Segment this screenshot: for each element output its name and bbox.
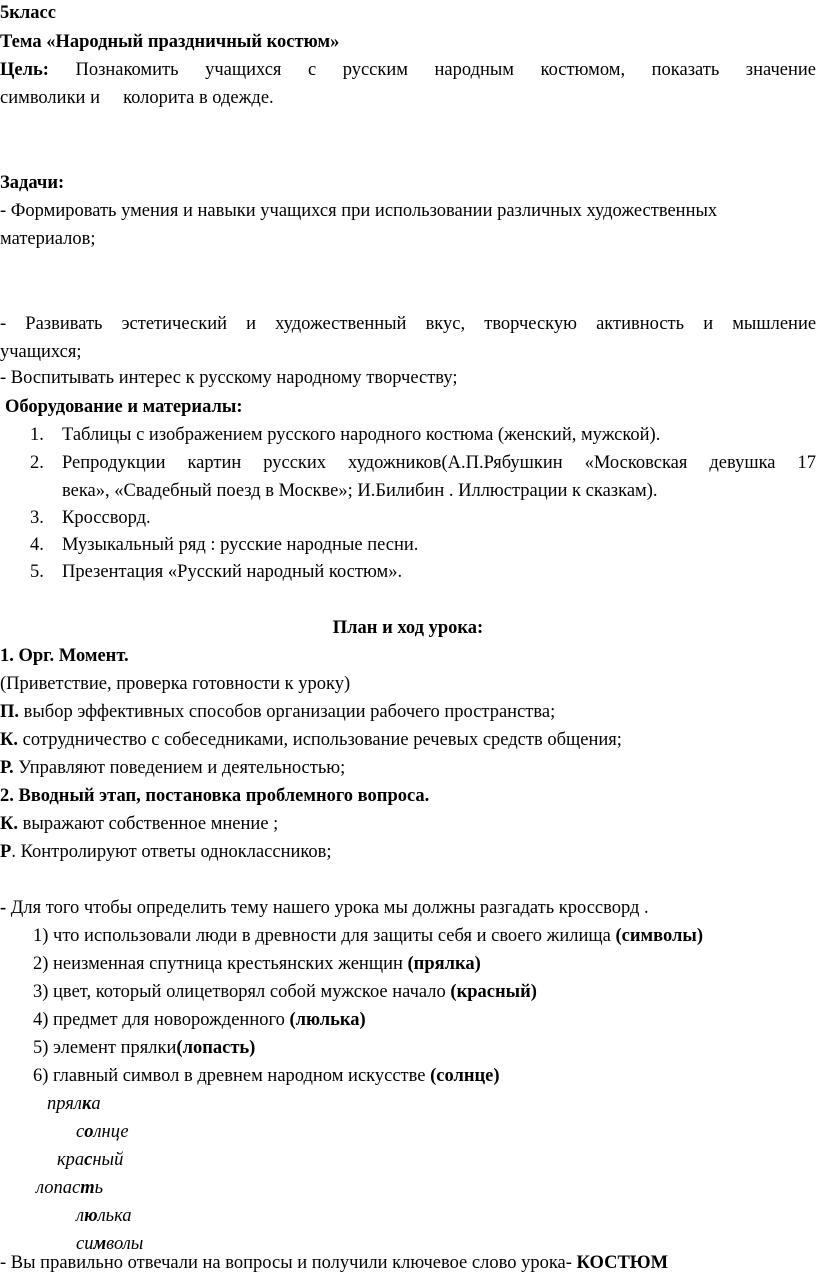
crossword-intro [0, 897, 649, 919]
intro-dash: - [0, 898, 7, 918]
task-3: - Воспитывать интерес к русскому народному творчеству; [0, 368, 458, 388]
key-letter: т [80, 1178, 95, 1198]
list-number: 4. [30, 535, 44, 555]
k-text: выражают собственное мнение ; [18, 814, 279, 834]
goal-word: с [307, 60, 317, 80]
equipment-heading: Оборудование и материалы: [5, 397, 243, 417]
crossword-word [47, 1093, 101, 1115]
goal-word: значение [745, 60, 816, 80]
crossword-question [33, 1009, 366, 1031]
equipment-item-continued: века», «Свадебный поезд в Москве»; И.Билибин . Иллюстрации к сказкам). [62, 481, 658, 501]
key-letter: к [81, 1094, 92, 1114]
word-part: кра [57, 1150, 85, 1170]
task-word: - [0, 314, 7, 334]
task-1-line-1: - Формировать умения и навыки учащихся при использовании различных художественных [0, 201, 718, 221]
r-label: Р [0, 842, 12, 862]
question-answer: (люлька) [289, 1010, 366, 1030]
question-answer: (лопасть) [176, 1038, 256, 1058]
list-number: 2. [30, 453, 44, 473]
task-word: творческую [484, 314, 577, 334]
k-text: сотрудничество с собеседниками, использование речевых средств общения; [18, 730, 622, 750]
list-number: 1. [30, 425, 44, 445]
k-label: К. [0, 814, 19, 834]
task-2-line-1 [0, 313, 816, 335]
task-word: эстетический [121, 314, 228, 334]
equipment-item: Таблицы с изображением русского народного костюма (женский, мужской). [62, 425, 661, 445]
stage-1-note: (Приветствие, проверка готовности к уроку) [0, 674, 351, 694]
question-text: 4) предмет для новорожденного [33, 1010, 290, 1030]
key-letter: м [93, 1234, 107, 1254]
crossword-word [57, 1149, 123, 1171]
crossword-word [76, 1121, 129, 1143]
tasks-heading: Задачи: [0, 173, 65, 193]
task-1-line-2: материалов; [0, 229, 96, 249]
list-number: 3. [30, 508, 44, 528]
equipment-item: Музыкальный ряд : русские народные песни. [62, 535, 419, 555]
intro-text: Для того чтобы определить тему нашего урока мы должны разгадать кроссворд . [6, 898, 649, 918]
stage-2-r [0, 841, 332, 863]
lesson-topic: Тема «Народный праздничный костюм» [0, 32, 340, 52]
question-text: 3) цвет, который олицетворял собой мужское начало [33, 982, 451, 1002]
goal-word: костюмом, [540, 60, 626, 80]
p-label: П. [0, 702, 20, 722]
stage-1-r [0, 757, 345, 779]
list-number: 5. [30, 562, 44, 582]
r-text: . Контролируют ответы одноклассников; [11, 842, 332, 862]
goal-word: народным [434, 60, 515, 80]
grade-label: 5класс [0, 3, 56, 23]
stage-2-title: 2. Вводный этап, постановка проблемного вопроса. [0, 786, 430, 806]
task-word: вкус, [425, 314, 466, 334]
word-part: прял [47, 1094, 82, 1114]
goal-word: русским [342, 60, 408, 80]
goal-word: учащихся [205, 60, 282, 80]
task-word: и [703, 314, 714, 334]
equipment-item: Кроссворд. [62, 508, 151, 528]
task-word: мышление [732, 314, 816, 334]
p-text: выбор эффективных способов организации рабочего пространства; [19, 702, 556, 722]
plan-heading: План и ход урока: [332, 618, 484, 638]
crossword-question [33, 953, 481, 975]
word-part: волы [106, 1234, 144, 1254]
question-answer: (солнце) [430, 1066, 500, 1086]
task-word: активность [596, 314, 685, 334]
r-label: Р. [0, 758, 14, 778]
key-letter: с [84, 1150, 93, 1170]
word-part: а [91, 1094, 101, 1114]
key-letter: о [84, 1122, 94, 1142]
goal-line-1 [0, 59, 816, 81]
word-part: л [76, 1206, 85, 1226]
task-word: Развивать [25, 314, 103, 334]
task-word: и [246, 314, 257, 334]
keyword: КОСТЮМ [576, 1253, 669, 1273]
question-text: 1) что использовали люди в древности для защиты себя и своего жилища [33, 926, 616, 946]
word-part: ный [92, 1150, 124, 1170]
word-part: лнце [93, 1122, 129, 1142]
word-part: лопас [36, 1178, 81, 1198]
k-label: К. [0, 730, 19, 750]
stage-1-p [0, 701, 555, 723]
equipment-item: Репродукции картин русских художников(А.П.Рябушкин «Московская девушка 17 [62, 453, 816, 473]
goal-word: Познакомить [75, 60, 179, 80]
key-letter: ю [84, 1206, 98, 1226]
word-part: лька [97, 1206, 132, 1226]
equipment-item: Презентация «Русский народный костюм». [62, 562, 403, 582]
stage-1-k [0, 729, 622, 751]
goal-line-2: символики и колорита в одежде. [0, 88, 274, 108]
word-part: ь [94, 1178, 104, 1198]
stage-2-k [0, 813, 278, 835]
crossword-question [33, 981, 537, 1003]
goal-word: показать [651, 60, 720, 80]
word-part: с [76, 1122, 85, 1142]
task-2-line-2: учащихся; [0, 342, 82, 362]
question-text: 2) неизменная спутница крестьянских женщин [33, 954, 408, 974]
stage-1-title: 1. Орг. Момент. [0, 646, 129, 666]
goal-label: Цель: [0, 60, 49, 80]
conclusion-line [0, 1252, 668, 1274]
question-answer: (символы) [615, 926, 704, 946]
word-part: си [76, 1234, 94, 1254]
crossword-question [33, 1065, 500, 1087]
question-text: 5) элемент прялки [33, 1038, 177, 1058]
crossword-question [33, 925, 703, 947]
task-word: художественный [275, 314, 407, 334]
conclusion-text: - Вы правильно отвечали на вопросы и получили ключевое слово урока- [0, 1253, 577, 1273]
question-answer: (прялка) [407, 954, 481, 974]
crossword-word [36, 1177, 103, 1199]
crossword-question [33, 1037, 255, 1059]
question-text: 6) главный символ в древнем народном искусстве [33, 1066, 431, 1086]
r-text: Управляют поведением и деятельностью; [13, 758, 346, 778]
crossword-word [76, 1205, 132, 1227]
question-answer: (красный) [450, 982, 537, 1002]
